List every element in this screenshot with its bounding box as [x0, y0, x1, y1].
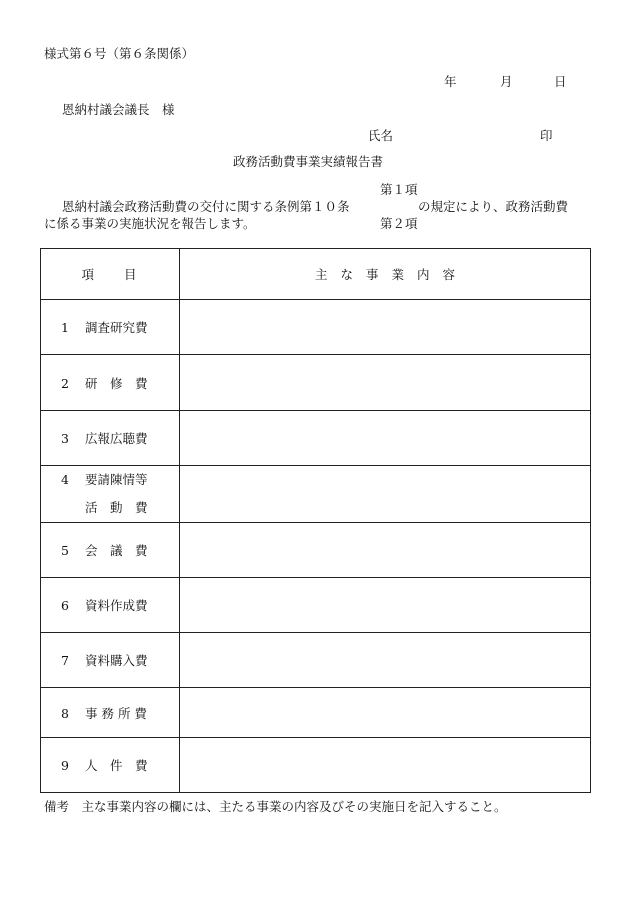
table-row: [41, 355, 591, 411]
row-label: 6 資料作成費: [41, 578, 180, 633]
date-year: 年: [444, 74, 457, 89]
row-label: 7 資料購入費: [41, 633, 180, 688]
header-item: 項目: [41, 249, 180, 300]
addressee: 恩納村議会議長 様: [62, 102, 175, 117]
row-content-cell[interactable]: [180, 466, 591, 523]
body-line-1a: 恩納村議会政務活動費の交付に関する条例第１０条: [62, 199, 350, 214]
row-content-cell[interactable]: [180, 633, 591, 688]
body-line-1b: の規定により、政務活動費: [418, 199, 569, 214]
row-label: 5 会 議 費: [41, 523, 180, 578]
row-content-cell[interactable]: [180, 411, 591, 466]
row-label: 4 要請陳情等 活 動 費: [41, 466, 180, 523]
row-content-cell[interactable]: [180, 523, 591, 578]
row-label: 8 事 務 所 費: [41, 688, 180, 738]
row-content-cell[interactable]: [180, 578, 591, 633]
row-content-cell[interactable]: [180, 738, 591, 793]
clause-1: 第１項: [380, 182, 418, 197]
table-row: [41, 411, 591, 466]
table-header-row: [41, 249, 591, 300]
table-row: [41, 688, 591, 738]
header-content: 主な事業内容: [180, 249, 591, 300]
page-title: 政務活動費事業実績報告書: [233, 154, 384, 169]
row-label: 1 調査研究費: [41, 300, 180, 355]
row-label: 3 広報広聴費: [41, 411, 180, 466]
form-number: 様式第６号（第６条関係）: [44, 46, 195, 61]
table-row: [41, 633, 591, 688]
table-row: [41, 523, 591, 578]
row-content-cell[interactable]: [180, 300, 591, 355]
date-month: 月: [500, 74, 513, 89]
name-label: 氏名: [368, 128, 394, 143]
row-content-cell[interactable]: [180, 355, 591, 411]
report-table: [40, 248, 591, 793]
date-day: 日: [554, 74, 567, 89]
seal-label: 印: [540, 128, 553, 143]
body-line-2: に係る事業の実施状況を報告します。: [44, 216, 256, 231]
row-content-cell[interactable]: [180, 688, 591, 738]
table-row: [41, 578, 591, 633]
row-label: 9 人 件 費: [41, 738, 180, 793]
row-label: 2 研 修 費: [41, 355, 180, 411]
table-row: [41, 738, 591, 793]
clause-2: 第２項: [380, 216, 418, 231]
remarks-note: 備考 主な事業内容の欄には、主たる事業の内容及びその実施日を記入すること。: [44, 799, 507, 814]
table-row: [41, 466, 591, 523]
table-row: [41, 300, 591, 355]
